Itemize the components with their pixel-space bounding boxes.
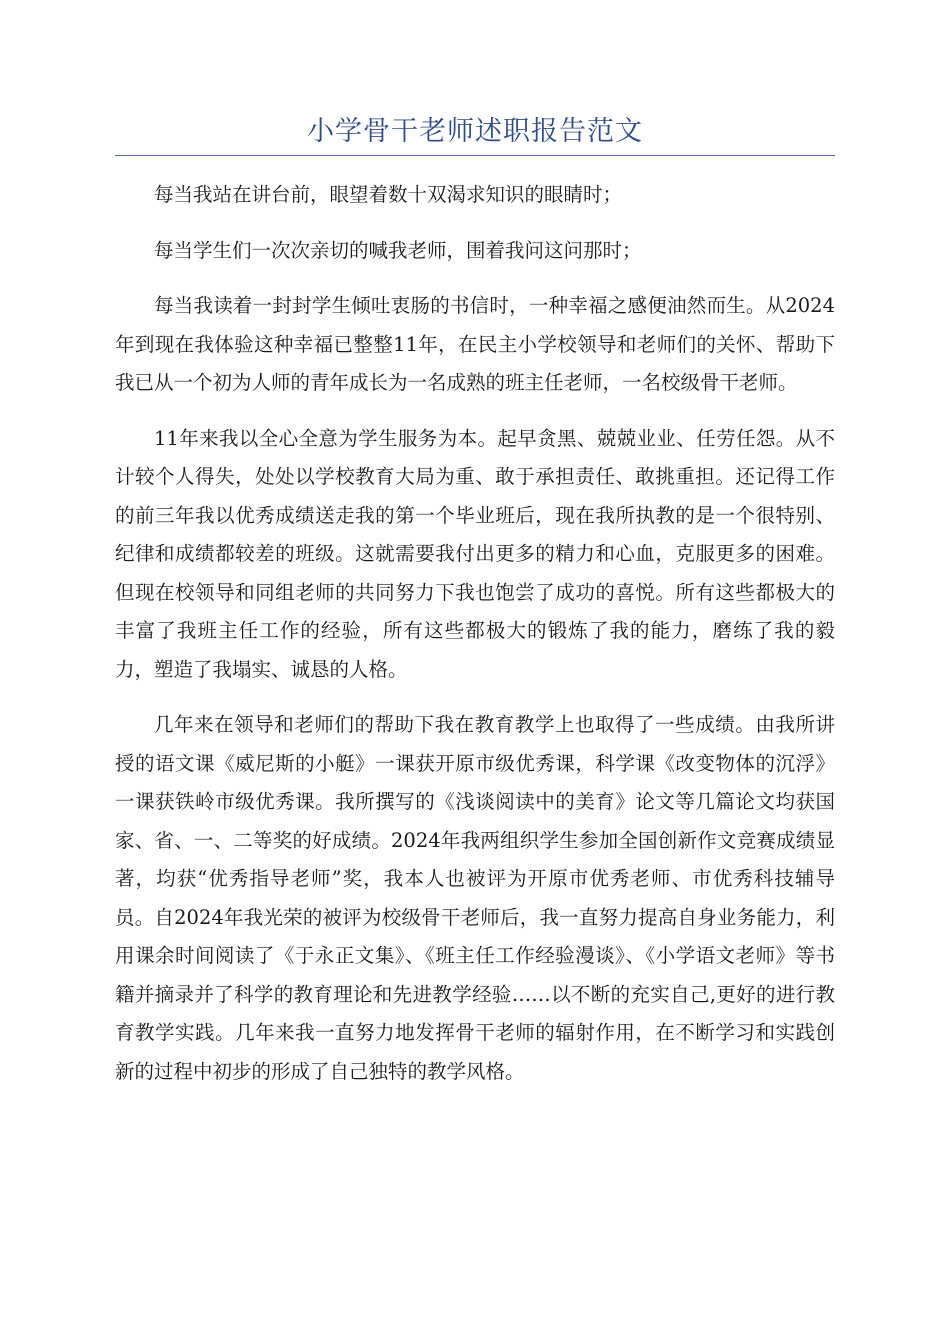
paragraph-3: 每当我读着一封封学生倾吐衷肠的书信时，一种幸福之感便油然而生。从2024年到现在我体验这种幸福已整整11年，在民主小学校领导和老师们的关怀、帮助下我已从一个初为人师的青年成长为一名成熟的班主任老师，一名校级骨干老师。 (115, 294, 835, 394)
paragraph-2: 每当学生们一次次亲切的喊我老师，围着我问这问那时； (154, 238, 642, 262)
document-body (115, 176, 835, 1108)
document-title: 小学骨干老师述职报告范文 (307, 116, 643, 147)
paragraph-1: 每当我站在讲台前，眼望着数十双渴求知识的眼睛时； (154, 183, 623, 206)
title-underline (115, 155, 835, 156)
paragraph-4: 11年来我以全心全意为学生服务为本。起早贪黑、兢兢业业、任劳任怨。从不计较个人得失，处处以学校教育大局为重、敢于承担责任、敢挑重担。还记得工作的前三年我以优秀成绩送走我的第一个毕业班后，现在我所执教的是一个很特别、纪律和成绩都较差的班级。这就需要我付出更多的精力和心血，克服更多的困难。但现在校领导和同组老师的共同努力下我也饱尝了成功的喜悦。所有这些都极大的丰富了我班主任工作的经验，所有这些都极大的锻炼了我的能力，磨练了我的毅力，塑造了我塌实、诚恳的人格。 (115, 426, 835, 681)
paragraph-5: 几年来在领导和老师们的帮助下我在教育教学上也取得了一些成绩。由我所讲授的语文课《威尼斯的小艇》一课获开原市级优秀课，科学课《改变物体的沉浮》一课获铁岭市级优秀课。我所撰写的《浅谈阅读中的美育》论文等几篇论文均获国家、省、一、二等奖的好成绩。2024年我两组织学生参加全国创新作文竞赛成绩显著，均获“优秀指导老师”奖，我本人也被评为开原市优秀老师、市优秀科技辅导员。自2024年我光荣的被评为校级骨干老师后，我一直努力提高自身业务能力，利用课余时间阅读了《于永正文集》、《班主任工作经验漫谈》、《小学语文老师》等书籍并摘录并了科学的教育理论和先进教学经验……以不断的充实自己,更好的进行教育教学实践。几年来我一直努力地发挥骨干老师的辐射作用，在不断学习和实践创新的过程中初步的形成了自己独特的教学风格。 (115, 713, 835, 1083)
